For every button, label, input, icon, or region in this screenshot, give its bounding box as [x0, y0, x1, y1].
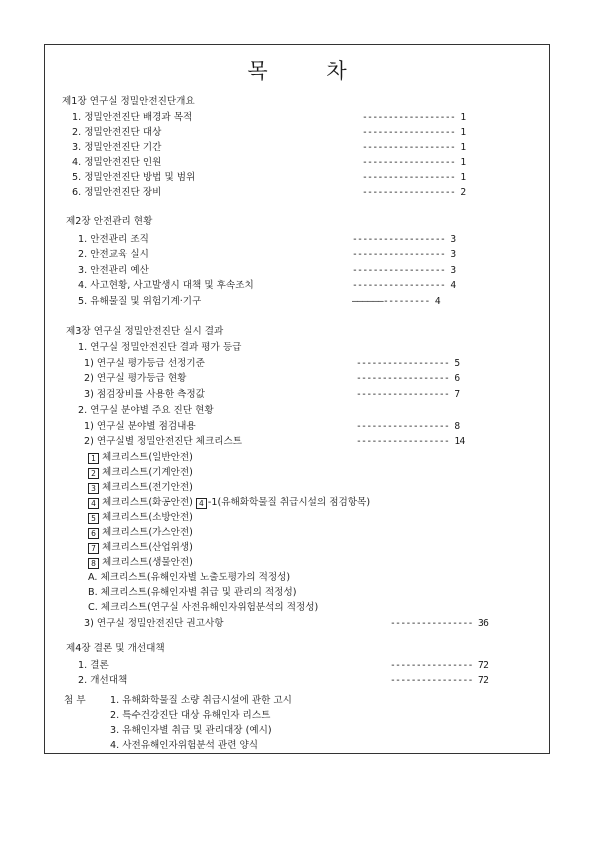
toc-entry[interactable]: 2) 연구실 평가등급 현황: [84, 373, 187, 384]
checklist-label: 체크리스트(가스안전): [102, 527, 193, 538]
toc-entry[interactable]: 4. 정밀안전진단 인원: [72, 157, 162, 168]
checklist-label: 체크리스트(전기안전): [102, 482, 193, 493]
toc-entry[interactable]: 2. 정밀안전진단 대상: [72, 127, 162, 138]
checklist-sub-label: -1(유해화학물질 취급시설의 점검항목): [207, 497, 371, 508]
toc-entry[interactable]: 5. 유해물질 및 위험기계·기구: [78, 296, 202, 307]
number-box: 1: [88, 453, 99, 464]
appendix-item[interactable]: 3. 유해인자별 취급 및 관리대장 (예시): [110, 725, 272, 736]
toc-entry[interactable]: 5. 정밀안전진단 방법 및 범위: [72, 172, 196, 183]
checklist-label: 체크리스트(일반안전): [102, 452, 193, 463]
page-title: 목 차: [247, 59, 373, 83]
toc-page-leader: ------------------ 6: [356, 373, 460, 384]
appendix-item[interactable]: 1. 유해화학물질 소량 취급시설에 관한 고시: [110, 695, 292, 706]
toc-entry[interactable]: 3) 연구실 정밀안전진단 권고사항: [84, 618, 224, 629]
toc-page-leader: ------------------ 3: [352, 234, 456, 245]
number-box: 5: [88, 513, 99, 524]
checklist-label: 체크리스트(산업위생): [102, 542, 193, 553]
toc-entry[interactable]: 6. 정밀안전진단 장비: [72, 187, 162, 198]
number-box: 4: [88, 498, 99, 509]
checklist-item[interactable]: [88, 466, 193, 479]
toc-entry[interactable]: 1) 연구실 분야별 점검내용: [84, 421, 196, 432]
toc-page-leader: ------------------ 1: [362, 112, 466, 123]
toc-entry[interactable]: 4. 사고현황, 사고발생시 대책 및 후속조치: [78, 280, 254, 291]
checklist-item[interactable]: [88, 481, 193, 494]
number-box: 6: [88, 528, 99, 539]
checklist-item[interactable]: [88, 511, 193, 524]
number-box: 8: [88, 558, 99, 569]
toc-entry[interactable]: 3. 정밀안전진단 기간: [72, 142, 162, 153]
toc-page-leader: ---------------- 72: [390, 660, 489, 671]
chapter-4-heading[interactable]: 제4장 결론 및 개선대책: [66, 643, 165, 654]
chapter-3-heading[interactable]: 제3장 연구실 정밀안전진단 실시 결과: [66, 326, 224, 337]
checklist-item[interactable]: [88, 496, 370, 509]
number-box: 7: [88, 543, 99, 554]
toc-page-leader: ------------------ 3: [352, 265, 456, 276]
toc-page-leader: ------------------ 1: [362, 127, 466, 138]
checklist-item[interactable]: [88, 556, 193, 569]
toc-page-leader: ------------------ 2: [362, 187, 466, 198]
toc-page-leader: ——————--------- 4: [352, 296, 440, 307]
appendix-item[interactable]: 2. 특수건강진단 대상 유해인자 리스트: [110, 710, 271, 721]
toc-page-leader: ------------------ 8: [356, 421, 460, 432]
checklist-item[interactable]: A. 체크리스트(유해인자별 노출도평가의 적정성): [88, 572, 291, 583]
chapter-2-heading[interactable]: 제2장 안전관리 현황: [66, 216, 153, 227]
toc-page-leader: ---------------- 72: [390, 675, 489, 686]
appendix-item[interactable]: 4. 사전유해인자위험분석 관련 양식: [110, 740, 259, 751]
checklist-label: 체크리스트(화공안전): [102, 497, 193, 508]
number-box: 3: [88, 483, 99, 494]
toc-entry[interactable]: 3) 점검장비를 사용한 측정값: [84, 389, 205, 400]
number-box: 2: [88, 468, 99, 479]
checklist-item[interactable]: [88, 451, 193, 464]
toc-entry[interactable]: 1. 결론: [78, 660, 109, 671]
toc-page-leader: ------------------ 1: [362, 142, 466, 153]
toc-page-leader: ------------------ 1: [362, 157, 466, 168]
section-heading[interactable]: 2. 연구실 분야별 주요 진단 현황: [78, 405, 214, 416]
toc-entry[interactable]: 2. 개선대책: [78, 675, 128, 686]
toc-page-leader: ------------------ 4: [352, 280, 456, 291]
checklist-label: 체크리스트(생물안전): [102, 557, 193, 568]
toc-page-leader: ------------------ 3: [352, 249, 456, 260]
toc-entry[interactable]: 1. 정밀안전진단 배경과 목적: [72, 112, 193, 123]
toc-page-leader: ------------------ 5: [356, 358, 460, 369]
toc-page-leader: ---------------- 36: [390, 618, 489, 629]
section-heading[interactable]: 1. 연구실 정밀안전진단 결과 평가 등급: [78, 342, 242, 353]
appendix-label: 첨 부: [64, 695, 86, 706]
checklist-item[interactable]: [88, 526, 193, 539]
checklist-label: 체크리스트(기계안전): [102, 467, 193, 478]
toc-page-leader: ------------------ 7: [356, 389, 460, 400]
toc-entry[interactable]: 1) 연구실 평가등급 선정기준: [84, 358, 205, 369]
checklist-label: 체크리스트(소방안전): [102, 512, 193, 523]
checklist-item[interactable]: B. 체크리스트(유해인자별 취급 및 관리의 적정성): [88, 587, 297, 598]
chapter-1-heading[interactable]: 제1장 연구실 정밀안전진단개요: [62, 96, 195, 107]
toc-page-leader: ------------------ 1: [362, 172, 466, 183]
number-box: 4: [196, 498, 207, 509]
checklist-item[interactable]: [88, 541, 193, 554]
toc-entry[interactable]: 3. 안전관리 예산: [78, 265, 149, 276]
toc-entry[interactable]: 2) 연구실별 정밀안전진단 체크리스트: [84, 436, 243, 447]
toc-page-leader: ------------------ 14: [356, 436, 465, 447]
checklist-item[interactable]: C. 체크리스트(연구실 사전유해인자위험분석의 적정성): [88, 602, 319, 613]
toc-entry[interactable]: 2. 안전교육 실시: [78, 249, 149, 260]
toc-entry[interactable]: 1. 안전관리 조직: [78, 234, 149, 245]
